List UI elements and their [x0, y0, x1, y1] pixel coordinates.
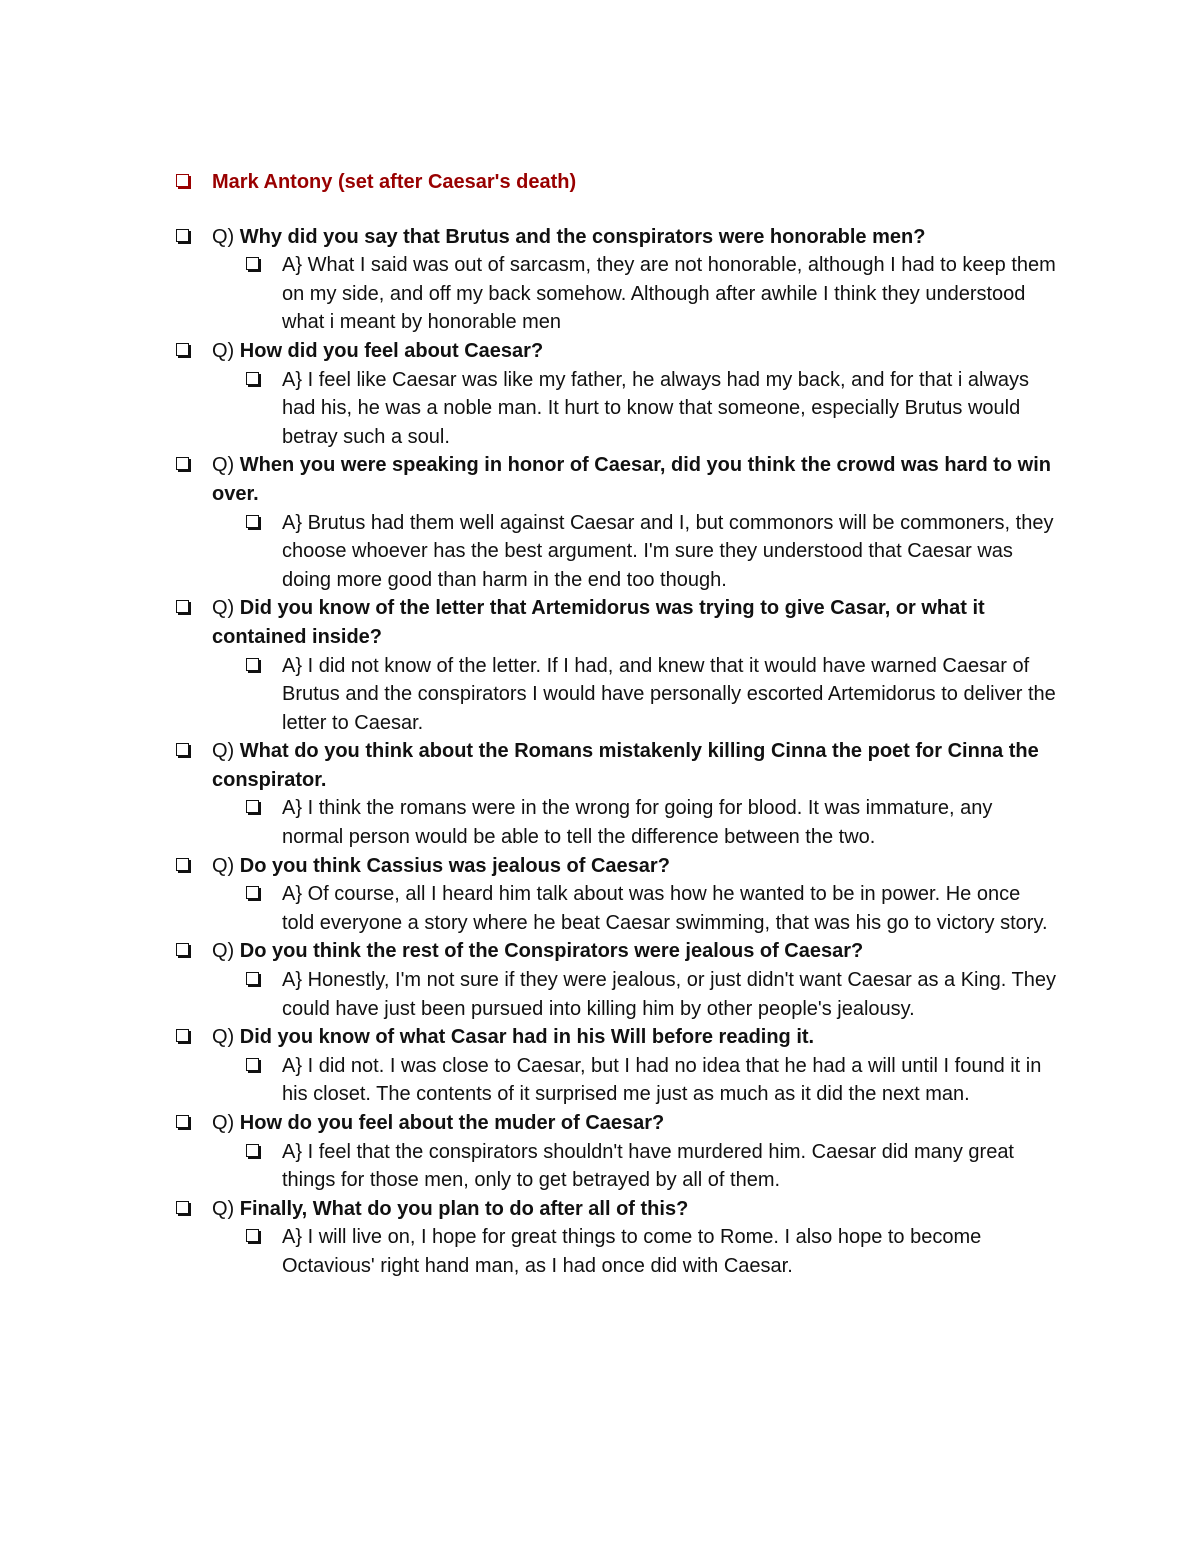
question-text: Finally, What do you plan to do after all of this? [239, 1197, 689, 1220]
question-text: Do you think Cassius was jealous of Caesar? [239, 854, 670, 877]
document-title-item [176, 168, 1056, 197]
answer-text: A} Honestly, I'm not sure if they were jealous, or just didn't want Caesar as a King. They could have just been pursued into killing him by other people's jealousy. [282, 969, 1056, 1020]
question-text: What do you think about the Romans mistakenly killing Cinna the poet for Cinna the conspirator. [212, 740, 1039, 791]
checkbox-icon [176, 1201, 189, 1214]
question-prefix: Q) [212, 225, 235, 248]
checkbox-icon [246, 257, 259, 270]
answer-text: A} Brutus had them well against Caesar and I, but commonors will be commoners, they choose whoever has the best argument. I'm sure they understood that Caesar was doing more good than harm in the end too though. [282, 511, 1054, 591]
checkbox-icon [176, 858, 189, 871]
answer-text: A} I did not. I was close to Caesar, but I had no idea that he had a will until I found it in his closet. The contents of it surprised me just as much as it did the next man. [282, 1054, 1042, 1106]
answer-item [246, 509, 1056, 595]
question-prefix: Q) [212, 1112, 235, 1134]
question-text: How did you feel about Caesar? [239, 339, 544, 362]
answer-text: A} What I said was out of sarcasm, they are not honorable, although I had to keep them on my side, and off my back somehow. Although after awhile I think they understood what i meant by honorable men [282, 254, 1056, 334]
question-item [176, 937, 1056, 966]
question-prefix: Q) [212, 454, 235, 477]
question-item [176, 223, 1056, 252]
question-prefix: Q) [212, 740, 235, 763]
checkbox-icon [176, 457, 189, 470]
answer-item [246, 880, 1056, 937]
answer-text: A} I will live on, I hope for great things to come to Rome. I also hope to become Octavious' right hand man, as I had once did with Caesar. [282, 1226, 982, 1277]
question-text: Why did you say that Brutus and the conspirators were honorable men? [239, 225, 926, 248]
checkbox-icon [176, 1115, 189, 1128]
checkbox-icon [246, 1144, 259, 1157]
question-prefix: Q) [212, 1026, 235, 1049]
answer-item [246, 251, 1056, 337]
question-prefix: Q) [212, 854, 235, 877]
checkbox-icon [246, 1058, 259, 1071]
question-prefix: Q) [212, 339, 235, 362]
question-text: When you were speaking in honor of Caesar, did you think the crowd was hard to win over. [212, 454, 1052, 505]
document-body [176, 168, 1056, 1281]
question-item [176, 594, 1056, 651]
checkbox-icon [176, 943, 189, 956]
answer-item [246, 966, 1056, 1023]
question-prefix: Q) [212, 940, 235, 963]
checkbox-icon [246, 658, 259, 671]
question-text: Did you know of what Casar had in his Will before reading it. [239, 1026, 815, 1049]
checkbox-icon [176, 1029, 189, 1042]
question-text: Did you know of the letter that Artemidorus was trying to give Casar, or what it contained inside? [212, 597, 985, 648]
checkbox-icon [176, 343, 189, 356]
checkbox-icon [176, 229, 189, 242]
question-text: How do you feel about the muder of Caesar? [239, 1112, 665, 1134]
answer-text: A} I think the romans were in the wrong for going for blood. It was immature, any normal person would be able to tell the difference between the two. [282, 797, 993, 849]
answer-text: A} I feel that the conspirators shouldn't have murdered him. Caesar did many great things for those men, only to get betrayed by all of them. [282, 1140, 1014, 1192]
checkbox-icon [246, 800, 259, 813]
checkbox-icon [176, 743, 189, 756]
question-item [176, 451, 1056, 508]
qa-list [176, 223, 1056, 1281]
answer-text: A} I did not know of the letter. If I had, and knew that it would have warned Caesar of Brutus and the conspirators I would have personally escorted Artemidorus to deliver the letter to Caesar. [282, 654, 1056, 734]
question-item [176, 337, 1056, 366]
answer-item [246, 366, 1056, 452]
question-item [176, 737, 1056, 794]
checkbox-icon [246, 515, 259, 528]
document-title: Mark Antony (set after Caesar's death) [212, 171, 577, 193]
answer-item [246, 1138, 1056, 1195]
checkbox-icon [246, 972, 259, 985]
checkbox-icon [176, 600, 189, 613]
answer-text: A} I feel like Caesar was like my father, he always had my back, and for that i always had his, he was a noble man. It hurt to know that someone, especially Brutus would betray such a soul. [282, 368, 1030, 448]
answer-item [246, 652, 1056, 738]
checkbox-icon [246, 1229, 259, 1242]
answer-item [246, 794, 1056, 851]
question-prefix: Q) [212, 1197, 235, 1220]
question-item [176, 852, 1056, 881]
question-item [176, 1195, 1056, 1224]
checkbox-icon [246, 886, 259, 899]
question-item [176, 1023, 1056, 1052]
answer-item [246, 1052, 1056, 1109]
question-text: Do you think the rest of the Conspirators were jealous of Caesar? [239, 940, 864, 963]
answer-text: A} Of course, all I heard him talk about was how he wanted to be in power. He once told everyone a story where he beat Caesar swimming, that was his go to victory story. [282, 883, 1048, 934]
checkbox-icon [176, 174, 189, 187]
question-prefix: Q) [212, 597, 235, 620]
question-item [176, 1109, 1056, 1138]
answer-item [246, 1223, 1056, 1280]
checkbox-icon [246, 372, 259, 385]
